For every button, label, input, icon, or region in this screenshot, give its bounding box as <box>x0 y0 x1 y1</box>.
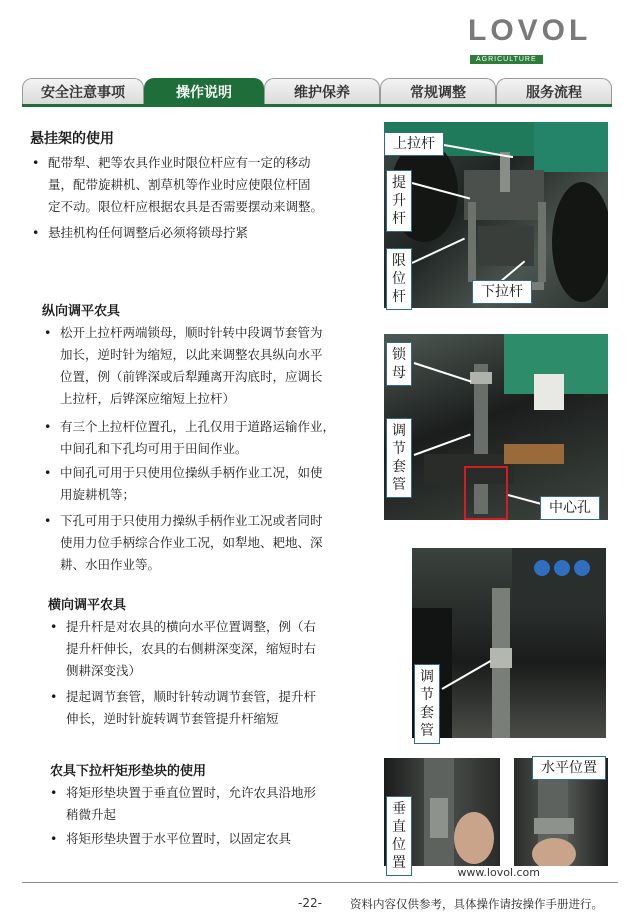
section-tabs <box>22 78 612 106</box>
lift-rod-illustration <box>412 548 606 738</box>
block-bullet-2 <box>50 828 370 850</box>
text-line: 提升杆伸长，农具的右侧耕深变深，缩短时右 <box>66 641 317 656</box>
logo-brand: LOVOL <box>468 14 592 47</box>
text-line: • 中间孔可用于只使用位操纵手柄作业工况，如使 <box>60 465 323 480</box>
hitch-bullet-1 <box>32 152 362 218</box>
hitch-title: 悬挂架的使用 <box>30 131 114 147</box>
hitch-bullet-2 <box>32 222 362 244</box>
footer-divider <box>22 882 618 883</box>
text-line: • 松开上拉杆两端锁母，顺时针转中段调节套管为 <box>60 325 323 340</box>
text-line: 用旋耕机等； <box>60 487 136 502</box>
label-center-hole: 中心孔 <box>540 496 600 520</box>
label-vertical: 垂直位置 <box>386 796 412 876</box>
center-hole-highlight <box>464 466 508 520</box>
text-line: • 悬挂机构任何调整后必须将锁母拧紧 <box>48 225 249 240</box>
text-line: 上拉杆，后铧深应缩短上拉杆） <box>60 391 236 406</box>
text-line: 稍微升起 <box>66 807 117 822</box>
block-title: 农具下拉杆矩形垫块的使用 <box>50 764 207 779</box>
text-line: • 提升杆是对农具的横向水平位置调整，例（右 <box>66 619 317 634</box>
photo-lift-rod <box>412 548 606 738</box>
logo-sub: AGRICULTURE <box>470 55 543 64</box>
text-line: • 将矩形垫块置于垂直位置时，允许农具沿地形 <box>66 785 317 800</box>
footer-url[interactable]: www.lovol.com <box>457 866 540 879</box>
text-line: 加长，逆时针为缩短，以此来调整农具纵向水平 <box>60 347 323 362</box>
label-adjust-sleeve: 调节套管 <box>386 418 412 498</box>
text-line: 伸长，逆时针旋转调节套管提升杆缩短 <box>66 711 279 726</box>
text-line: 定不动。限位杆应根据农具是否需要摆动来调整。 <box>48 199 324 214</box>
lovol-logo <box>468 14 616 63</box>
text-line: • 将矩形垫块置于水平位置时，以固定农具 <box>66 831 292 846</box>
label-lower-link: 下拉杆 <box>472 280 532 304</box>
text-line: 位置，例（前铧深或后犁踵离开沟底时，应调长 <box>60 369 323 384</box>
tab-maintenance[interactable]: 维护保养 <box>264 78 380 106</box>
tab-service[interactable]: 服务流程 <box>496 78 612 106</box>
label-top-link: 上拉杆 <box>384 132 444 156</box>
tab-operation[interactable]: 操作说明 <box>144 78 264 106</box>
footer-disclaimer: 资料内容仅供参考，具体操作请按操作手册进行。 <box>350 897 603 911</box>
text-line: • 配带犁、耙等农具作业时限位杆应有一定的移动 <box>48 155 311 170</box>
lateral-bullet-2 <box>50 686 360 730</box>
longitudinal-bullet-1 <box>44 322 364 410</box>
tab-underline <box>22 104 612 107</box>
text-line: • 下孔可用于只使用力操纵手柄作业工况或者同时 <box>60 513 323 528</box>
lateral-bullet-1 <box>50 616 360 682</box>
label-lock-nut: 锁母 <box>386 342 412 386</box>
text-line: 使用力位手柄综合作业工况，如犁地、耙地、深 <box>60 535 323 550</box>
text-line: 耕、水田作业等。 <box>60 557 161 572</box>
label-adjust-sleeve-2: 调节套管 <box>414 664 440 744</box>
lateral-title: 横向调平农具 <box>48 598 127 613</box>
text-line: • 提起调节套管，顺时针转动调节套管，提升杆 <box>66 689 317 704</box>
tab-safety[interactable]: 安全注意事项 <box>22 78 144 106</box>
page-number: -22- <box>298 896 322 910</box>
text-line: • 有三个上拉杆位置孔，上孔仅用于道路运输作业， <box>60 419 336 434</box>
photo-top-link <box>384 334 608 520</box>
text-line: 中间孔和下孔均可用于田间作业。 <box>60 441 248 456</box>
block-bullet-1 <box>50 782 370 826</box>
text-line: 侧耕深变浅） <box>66 663 142 678</box>
label-limit-rod: 限位杆 <box>386 248 412 310</box>
longitudinal-bullet-4 <box>44 510 364 576</box>
label-horizontal: 水平位置 <box>532 756 606 780</box>
longitudinal-bullet-2 <box>44 416 364 460</box>
tab-adjustment[interactable]: 常规调整 <box>380 78 496 106</box>
longitudinal-bullet-3 <box>44 462 364 506</box>
longitudinal-title: 纵向调平农具 <box>42 304 121 319</box>
label-lift-rod: 提升杆 <box>386 170 412 232</box>
text-line: 量，配带旋耕机、割草机等作业时应使限位杆固 <box>48 177 311 192</box>
